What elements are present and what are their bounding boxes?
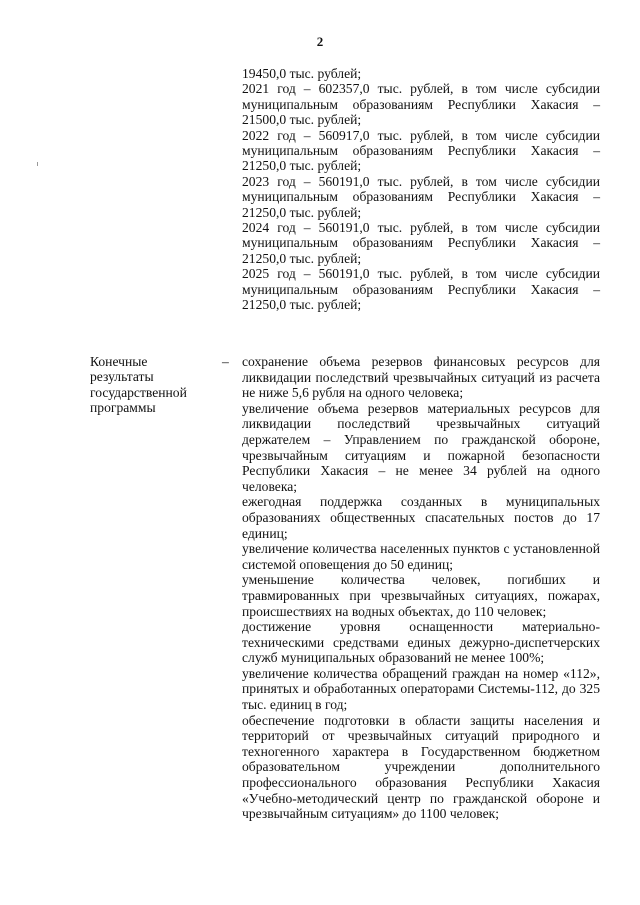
scan-speck — [37, 162, 38, 166]
result-item: увеличение количества обращений граждан на номер «112», принятых и обработанных операторами Системы-112, до 325 тыс. единиц в год; — [242, 665, 600, 713]
funding-line: 2022 год – 560917,0 тыс. рублей, в том числе субсидии муниципальным образованиям Республики Хакасия – 21250,0 тыс. рублей; — [242, 127, 600, 174]
funding-line: 2025 год – 560191,0 тыс. рублей, в том числе субсидии муниципальным образованиям Республики Хакасия – 21250,0 тыс. рублей; — [242, 266, 600, 313]
result-item: сохранение объема резервов финансовых ресурсов для ликвидации последствий чрезвычайных ситуаций из расчета не ниже 5,6 рубля на одного человека; — [242, 354, 600, 401]
result-item: ежегодная поддержка созданных в муниципальных образованиях общественных спасательных постов до 17 единиц; — [242, 494, 600, 541]
funding-line: 19450,0 тыс. рублей; — [242, 66, 362, 81]
result-item: уменьшение количества человек, погибших и травмированных при чрезвычайных ситуациях, пожарах, происшествиях на водных объектах, до 110 человек; — [242, 572, 600, 619]
results-list — [242, 354, 600, 822]
funding-line: 2021 год – 602357,0 тыс. рублей, в том числе субсидии муниципальным образованиям Республики Хакасия – 21500,0 тыс. рублей; — [242, 81, 600, 128]
funding-block — [242, 66, 600, 313]
label-dash: – — [222, 354, 229, 369]
page-number: 2 — [316, 34, 324, 49]
funding-line: 2024 год – 560191,0 тыс. рублей, в том числе субсидии муниципальным образованиям Республики Хакасия – 21250,0 тыс. рублей; — [242, 220, 600, 266]
result-item: увеличение количества населенных пунктов с установленной системой оповещения до 50 единиц; — [242, 541, 600, 572]
result-item: достижение уровня оснащенности материально-техническими средствами единых дежурно-диспетчерских служб муниципальных образований не менее 100%; — [242, 619, 600, 666]
results-label: Конечные результаты государственной программы — [90, 354, 187, 416]
result-item: обеспечение подготовки в области защиты населения и территорий от чрезвычайных ситуаций природного и техногенного характера в Государственном бюджетном образовательном учреждении дополнительного профессионального образования Республики Хакасия «Учебно-методический центр по гражданской обороне и чрезвычайным ситуациям» до 1100 человек; — [242, 712, 600, 822]
funding-line: 2023 год – 560191,0 тыс. рублей, в том числе субсидии муниципальным образованиям Республики Хакасия – 21250,0 тыс. рублей; — [242, 173, 600, 220]
result-item: увеличение объема резервов материальных ресурсов для ликвидации последствий чрезвычайных ситуаций держателем – Управлением по гражданской обороне, чрезвычайным ситуациям и пожарной безопасности Республики Хакасия – не менее 34 рублей на одного человека; — [242, 400, 600, 494]
